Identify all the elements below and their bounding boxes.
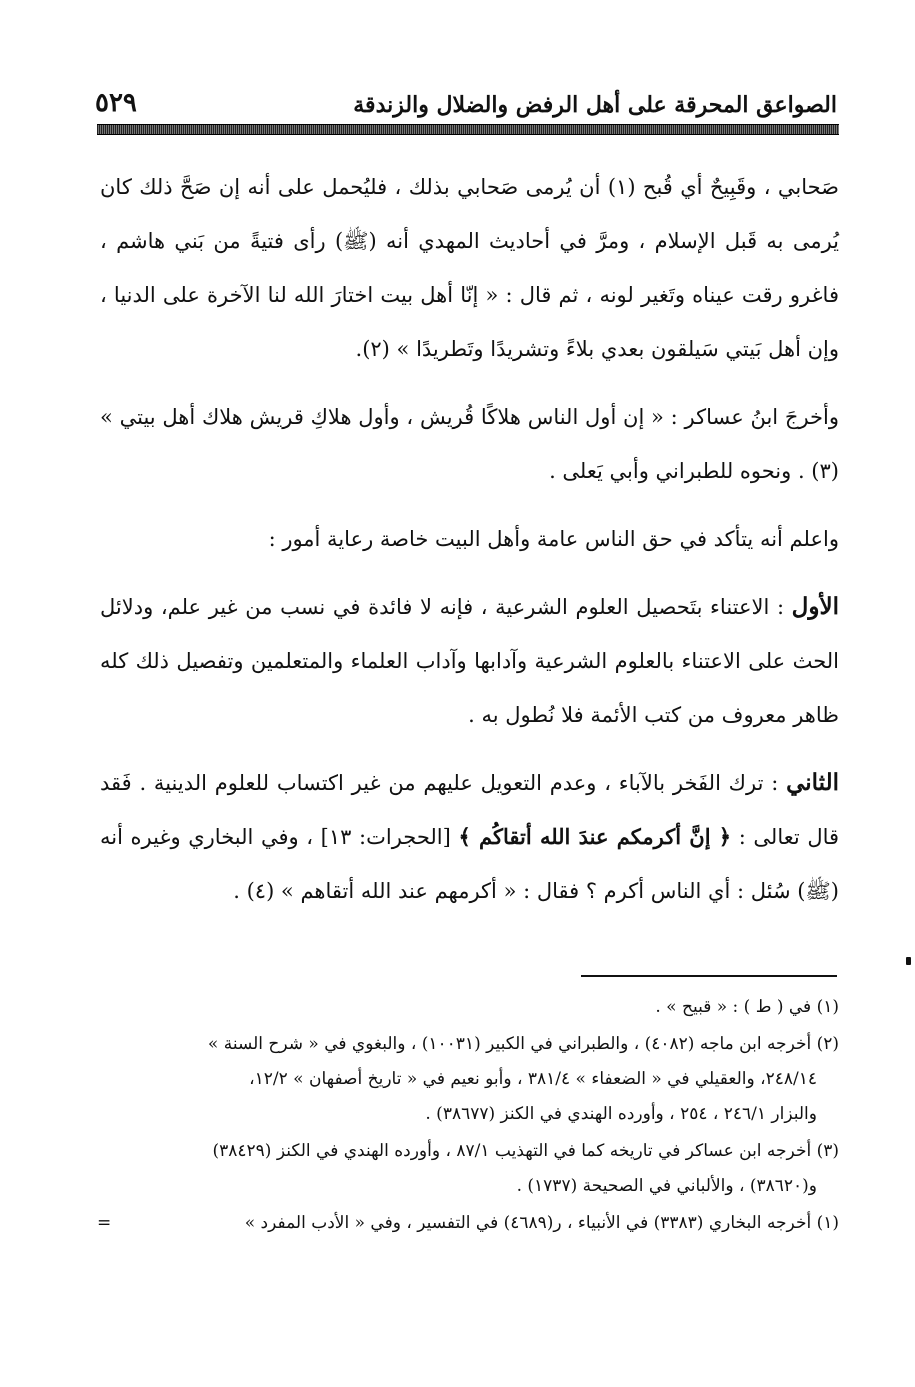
paragraph-2: وأخرجَ ابنُ عساكر : « إن أول الناس هلاكًا قُريش ، وأول هلاكِ قريش هلاك أهل بيتي » (٣) . ونحوه للطبراني وأبي يَعلى .: [100, 405, 839, 483]
paragraph-1: صَحابي ، وقَبِيحٌ أي قُبح (١) أن يُرمى صَحابي بذلك ، فليُحمل على أنه إن صَحَّ ذلك كان يُرمى به قَبل الإسلام ، ومرَّ في أحاديث المهدي أنه (ﷺ) رأى فتيةً من بَني هاشم ، فاغرو رقت عيناه وتَغير لونه ، ثم قال : « إنّا أهل بيت اختارَ الله لنا الآخرة على الدنيا ، وإن أهل بَيتي سَيلقون بعدي بلاءً وتشريدًا وتَطريدًا » (٢).: [100, 175, 840, 361]
point-second-text-a: : ترك الفَخر بالآباء ، وعدم التعويل عليهم من غير اكتساب للعلوم الدينية . فَقد قال تعالى :: [100, 771, 840, 849]
footnote-continuation-mark: =: [97, 1213, 112, 1233]
paragraph-3: واعلم أنه يتأكد في حق الناس عامة وأهل البيت خاصة رعاية أمور :: [268, 527, 839, 551]
footnote-2: [97, 1027, 839, 1132]
point-second-text-b: [الحجرات: ١٣] ، وفي البخاري وغيره أنه (ﷺ) سُئل : أي الناس أكرم ؟ فقال : « أكرمهم عند الله أتقاهم » (٤) .: [100, 825, 839, 903]
footnote-2-line-3: والبزار ٢٤٦/١ ، ٢٥٤ ، وأورده الهندي في الكنز (٣٨٦٧٧) .: [425, 1104, 817, 1124]
main-text: [100, 160, 839, 932]
footnotes: [97, 990, 839, 1243]
running-title: الصواعق المحرقة على أهل الرفض والضلال والزندقة: [353, 92, 837, 118]
point-second-heading: الثاني: [786, 769, 839, 796]
page-header: [95, 78, 837, 118]
footnote-2-line-1: (٢) أخرجه ابن ماجه (٤٠٨٢) ، والطبراني في الكبير (١٠٠٣١) ، والبغوي في « شرح السنة »: [207, 1034, 839, 1054]
footnote-3: [97, 1134, 839, 1204]
footnote-3-line-2: و(٣٨٦٢٠) ، والألباني في الصحيحة (١٧٣٧) .: [516, 1176, 817, 1196]
header-rule: [97, 124, 839, 135]
footnote-3-line-1: (٣) أخرجه ابن عساكر في تاريخه كما في التهذيب ٨٧/١ ، وأورده الهندي في الكنز (٣٨٤٢٩): [212, 1141, 839, 1161]
footnote-4: [97, 1206, 839, 1241]
paragraph-5: [100, 756, 839, 918]
quran-verse: ﴿ إنَّ أكرمكم عندَ الله أتقاكُم ﴾: [458, 824, 732, 849]
footnote-2-line-2: ٢٤٨/١٤، والعقيلي في « الضعفاء » ٣٨١/٤ ، وأبو نعيم في « تاريخ أصفهان » ١٢/٢،: [249, 1069, 817, 1089]
point-first-heading: الأول: [791, 593, 839, 620]
margin-mark: [906, 957, 911, 965]
footnote-separator: [581, 975, 837, 977]
footnote-1: (١) في ( ط ) : « قبيح » .: [655, 997, 839, 1017]
footnote-4-text: (١) أخرجه البخاري (٣٣٨٣) في الأنبياء ، ر(٤٦٨٩) في التفسير ، وفي « الأدب المفرد »: [244, 1213, 839, 1233]
page-number: ٥٢٩: [95, 88, 137, 118]
paragraph-4: [100, 580, 839, 742]
point-first-text: : الاعتناء بتَحصيل العلوم الشرعية ، فإنه لا فائدة في نسب من غير علم، ودلائل الحث على الاعتناء بالعلوم الشرعية وآدابها وآداب العلماء والمتعلمين وتفصيل ذلك كله ظاهر معروف من كتب الأئمة فلا نُطول به .: [100, 595, 839, 727]
